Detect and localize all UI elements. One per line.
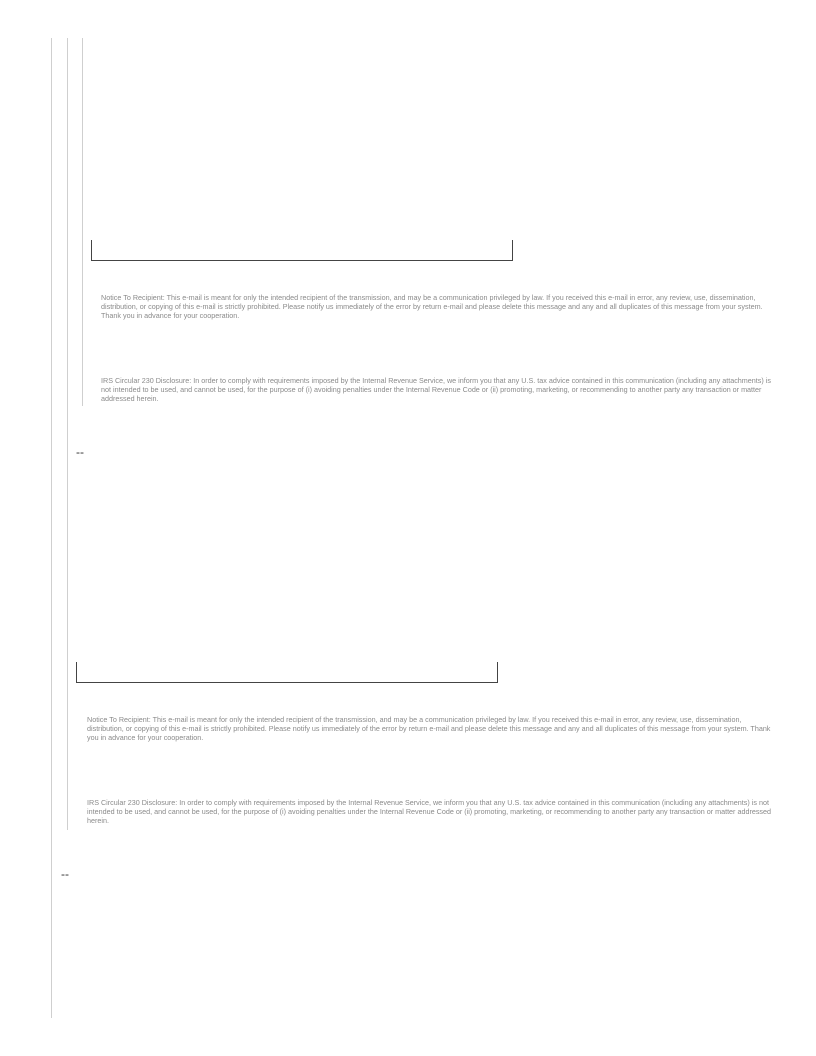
signature-image-frame [91,240,513,261]
irs-disclosure: IRS Circular 230 Disclosure: In order to comply with requirements imposed by the Internal Revenue Service, we inform you that any U.S. tax advice contained in this communication (including any attachments) is not intended to be used, and cannot be used, for the purpose of (i) avoiding penalties under the Internal Revenue Code or (ii) promoting, marketing, or recommending to another party any transaction or matter addressed herein. [101,376,771,403]
recipient-notice: Notice To Recipient: This e-mail is meant for only the intended recipient of the transmission, and may be a communication privileged by law. If you received this e-mail in error, any review, use, dissemination, distribution, or copying of this e-mail is strictly prohibited. Please notify us immediately of the error by return e-mail and please delete this message and any and all duplicates of this message from your system. Thank you in advance for your cooperation. [101,293,763,320]
irs-disclosure: IRS Circular 230 Disclosure: In order to comply with requirements imposed by the Internal Revenue Service, we inform you that any U.S. tax advice contained in this communication (including any attachments) is not intended to be used, and cannot be used, for the purpose of (i) avoiding penalties under the Internal Revenue Code or (ii) promoting, marketing, or recommending to another party any transaction or matter addressed herein. [87,798,772,825]
quote-bar-inner [82,38,83,406]
signature-image-frame [76,662,498,683]
quote-bar-outer [51,38,52,1018]
quote-bar-middle [67,38,68,830]
signature-separator: -- [61,867,69,881]
recipient-notice: Notice To Recipient: This e-mail is meant for only the intended recipient of the transmission, and may be a communication privileged by law. If you received this e-mail in error, any review, use, dissemination, distribution, or copying of this e-mail is strictly prohibited. Please notify us immediately of the error by return e-mail and please delete this message and any and all duplicates of this message from your system. Thank you in advance for your cooperation. [87,715,771,742]
signature-separator: -- [76,445,84,459]
